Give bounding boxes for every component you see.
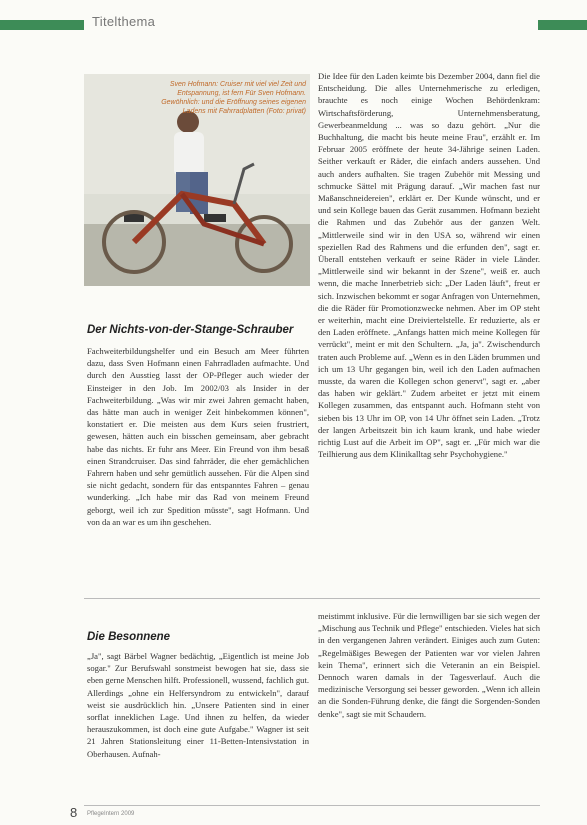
section-divider bbox=[84, 598, 540, 599]
section-heading: Der Nichts-von-der-Stange-Schrauber bbox=[87, 324, 294, 336]
page-number: 8 bbox=[70, 805, 78, 820]
article-column-4 bbox=[318, 610, 540, 720]
footer-divider bbox=[84, 805, 540, 806]
section-label: Titelthema bbox=[92, 14, 156, 29]
article-paragraph: „Ja", sagt Bärbel Wagner bedächtig, „Eigentlich ist meine Job sogar." Zur Berufswahl sonstmeist bewogen hat sie, dass sie eben gerne Menschen hilft. Professionell, wussend, fachlich gut. Allerdings „ohne ein Helfersyndrom zu entwickeln", darauf weist sie ausdrücklich hin. „Unsere Patienten sind in einer sorflat inneklichen Lage. Und ihnen zu helfen, da wieder herauszukommen, ist doch eine gute Aufgabe." Wagner ist seit 21 Jahren Stationsleitung einer 11-Betten-Intensivstation in Oberhausen. Aufnah- bbox=[87, 651, 309, 759]
article-paragraph: meistimmt inklusive. Für die lernwilligen bar sie sich wegen der „Mischung aus Technik und Pflege" entschieden. Vieles hat sich in den vergangenen Jahren verändert. Einiges auch zum Guten: „Regelmäßiges Bewegen der Patienten war vor vielen Jahren kein Thema", erinnert sich die Veteranin an ein Beispiel. Dennoch waren damals in der Tagesverlauf. Auch die medizinische Versorgung sei besser geworden. „Wenn ich allein an die Sonden-Führung denke, die fängt die Sorgenden-Sonden denke", sagt sie mit Schaudern. bbox=[318, 611, 540, 719]
article-column-2 bbox=[318, 70, 540, 461]
article-paragraph: Die Idee für den Laden keimte bis Dezember 2004, dann fiel die Entscheidung. Die alles Unternehmerische zu erledigen, brauchte es noch einige Wochen Behördenkram: Wirtschaftsförderung, Unternehmensberatung, Gewerbeanmeldung ... was so dazu gehört. „Nur die Buchhaltung, die macht bis heute meine Frau", erzählt er. Im Februar 2005 eröffnete der heute 34-Jährige seinen Laden. Seither verkauft er Räder, die einfach anders aussehen. Und auch anders aufhalten. Sie tragen Zubehör mit Messing und schmucke Sättel mit Prägung darauf. „Wir machen fast nur Maßanschneidereien", erklärt er. Der Kunde wünscht, und er und sein Kollege bauen das Gerät zusammen. Hofmann bezieht die Rahmen und das Zubehör aus der ganzen Welt. „Mittlerweile sind wir in den USA so, während wir einen speziellen Rad des Rahmens und die erfunden den", sagt er. Überall entstehen verkauft er seine Räder in viele Länder. „Mittlerweile sind wir bekannt in der Szene", weiß er. auch wenn, die mache Innerbetrieb sich: „Der Laden läuft", freut er sich. Inzwischen bekommt er sogar Anfragen von Unternehmen, die die Räder für Promotionzwecke nehmen. Aber im OP steht er weiterhin, macht eine Dreiviertelstelle. Er reduzierte, als er den Laden eröffnete. „Anfangs hatten mich meine Kollegen für verrückt", meint er mit den Schultern. „Ja, ja". Zwischendurch traten auch Probleme auf. „Wenn es in den Läden brummen und ich um 13 Uhr gegangen bin, weil ich den Laden aufmachen musste, da waren die Kollegen schon genervt", sagt er. „aber das haben wir geklärt." Zudem arbeitet er jetzt mit einem Kollegen zusammen, das entspannt auch. Hofmann steht von sieben bis 13 Uhr im OP, von 14 Uhr öffnet sein Laden. „Trotz der langen Arbeitszeit bin ich kaum krank, und habe wieder richtig Lust auf die Arbeit im OP", sagt er. „Für mich war die Teilhierung aus dem Klinikalltag sehr Psychohygiene." bbox=[318, 71, 540, 460]
article-column-3 bbox=[87, 650, 309, 760]
footer-publication: PflegeIntern 2009 bbox=[87, 811, 135, 817]
header-accent-bar-left bbox=[0, 20, 84, 30]
header-accent-bar-right bbox=[538, 20, 587, 30]
photo-caption: Sven Hofmann: Cruiser mit viel viel Zeit und Entspannung, ist fern Für Sven Hofmann. Gewöhnlich: und die Eröffnung seines eigenen Ladens mit Fahrradplatten (Foto: privat) bbox=[161, 81, 306, 115]
section-heading: Die Besonnene bbox=[87, 631, 171, 643]
article-paragraph: Fachweiterbildungshelfer und ein Besuch am Meer führten dazu, dass Sven Hofmann einen Fahrradladen aufmachte. Und durch den Ausstieg lasst der OP-Pfleger auch wieder der Einsteiger in den Job. Im 2002/03 als Insider in der Fachweiterbildung. „Was wir mir zwei Jahren gemacht haben, das hätte man auch in weniger Zeit hinbekommen können", konstatiert er. Die meisten aus dem Kurs seien frustriert, gewesen, hätten auch ein bisschen gemeinsam, aber gebracht habe das nichts. Er fuhr ans Meer. Ein Freund von ihm besaß einen Strandcruiser. Das sind fahrräder, die eher gemächlichen Fahrern haben und sehr gemütlich aussehen. Für die Alpen sind sie nicht gedacht, sondern für das entspanntes Fahren – genau wunderking. „Ich habe mir das Rad von meinem Freund geborgt, weil ich zur Spedition müsste", sagt Hofmann. Und von da an war es um ihn geschehen. bbox=[87, 346, 309, 527]
article-column-1 bbox=[87, 345, 309, 528]
